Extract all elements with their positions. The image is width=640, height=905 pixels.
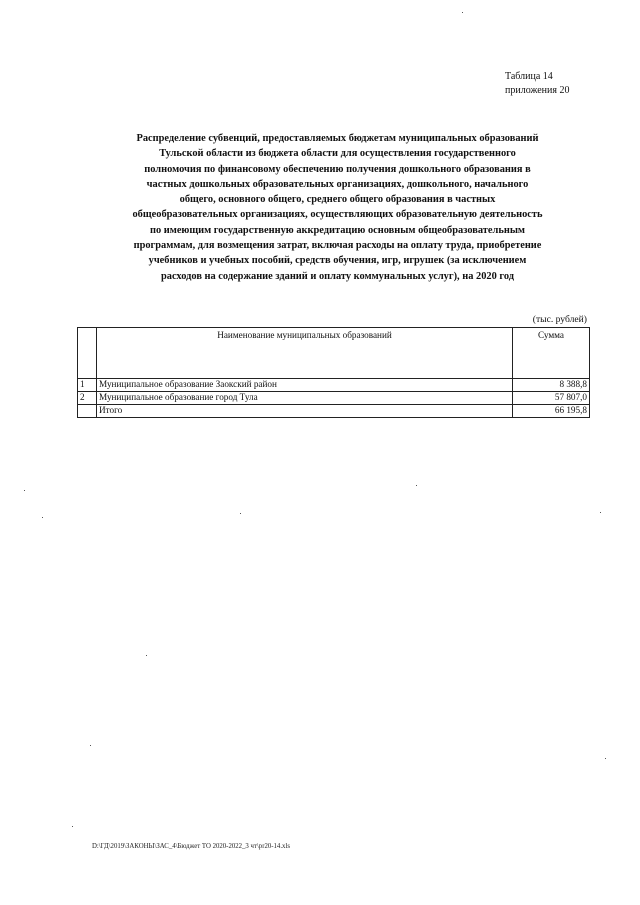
header-name-cell: Наименование муниципальных образований bbox=[97, 328, 513, 379]
scan-speck bbox=[24, 490, 25, 491]
row-name: Муниципальное образование Заокский район bbox=[97, 379, 513, 392]
table-reference bbox=[505, 70, 595, 98]
appendix-label: приложения 20 bbox=[505, 85, 570, 96]
file-path-footer: D:\ГД\2019\ЗАКОНЫ\ЗАС_4\Бюджет ТО 2020-2022_3 чт\pr20-14.xls bbox=[92, 843, 290, 850]
header-sum-cell: Сумма bbox=[513, 328, 590, 379]
scan-speck bbox=[462, 12, 463, 13]
scan-speck bbox=[600, 512, 601, 513]
row-sum: 57 807,0 bbox=[513, 392, 590, 405]
row-number: 1 bbox=[78, 379, 97, 392]
scan-speck bbox=[240, 513, 241, 514]
title-line: общего, основного общего, среднего общего образования в частных bbox=[179, 194, 496, 206]
total-label: Итого bbox=[97, 405, 513, 418]
scan-speck bbox=[42, 517, 43, 518]
table-header-row bbox=[78, 328, 590, 379]
row-number: 2 bbox=[78, 392, 97, 405]
title-line: программам, для возмещения затрат, включая расходы на оплату труда, приобретение bbox=[133, 240, 542, 252]
title-line: Тульской области из бюджета области для осуществления государственного bbox=[159, 148, 516, 160]
scan-speck bbox=[605, 758, 606, 759]
title-line: Распределение субвенций, предоставляемых бюджетам муниципальных образований bbox=[136, 133, 539, 144]
header-num-cell bbox=[78, 328, 97, 379]
scan-speck bbox=[416, 485, 417, 486]
scan-speck bbox=[90, 745, 91, 746]
table-row bbox=[78, 392, 590, 405]
table-number-label: Таблица 14 bbox=[505, 71, 553, 82]
title-line: по имеющим государственную аккредитацию основным общеобразовательным bbox=[149, 224, 526, 236]
row-name: Муниципальное образование город Тула bbox=[97, 392, 513, 405]
total-row bbox=[78, 405, 590, 418]
title-line: полномочия по финансовому обеспечению получения дошкольного образования в bbox=[144, 163, 531, 175]
document-title bbox=[80, 131, 595, 284]
scan-speck bbox=[146, 655, 147, 656]
title-line: расходов на содержание зданий и оплату коммунальных услуг), на 2020 год bbox=[160, 270, 514, 282]
total-number bbox=[78, 405, 97, 418]
scan-speck bbox=[72, 826, 73, 827]
total-sum: 66 195,8 bbox=[513, 405, 590, 418]
table-row bbox=[78, 379, 590, 392]
title-line: учебников и учебных пособий, средств обучения, игр, игрушек (за исключением bbox=[148, 255, 527, 267]
units-label: (тыс. рублей) bbox=[532, 314, 587, 325]
subventions-table bbox=[77, 327, 590, 418]
title-line: общеобразовательных организациях, осуществляющих образовательную деятельность bbox=[132, 209, 543, 221]
row-sum: 8 388,8 bbox=[513, 379, 590, 392]
title-line: частных дошкольных образовательных организациях, дошкольного, начального bbox=[146, 178, 529, 190]
